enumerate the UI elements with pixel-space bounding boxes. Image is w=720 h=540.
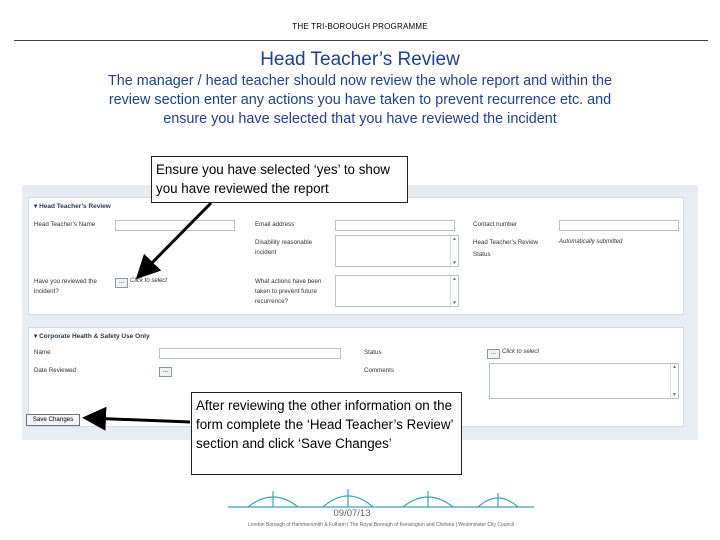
status-select-text[interactable]: Click to select (502, 349, 540, 355)
reviewed-select-text[interactable]: Click to select (130, 278, 168, 284)
head-teacher-name-label: Head Teacher’s Name (34, 221, 96, 228)
name-label: Name (34, 349, 51, 356)
disability-textarea[interactable]: ▲ ▼ (335, 235, 459, 267)
section-header[interactable]: ▾ Head Teacher’s Review (34, 203, 111, 210)
status-picker-button[interactable]: ... (487, 349, 500, 359)
arrow-to-save-button (88, 418, 190, 422)
reviewed-picker-button[interactable]: ... (115, 278, 128, 288)
reviewer-label: Head Teacher’s Review (473, 239, 539, 246)
intro-text: The manager / head teacher should now review the whole report and within the review section enter any actions you have taken to prevent recurrence etc. and ensure you have selected that you have reviewed the incident (108, 73, 612, 127)
reviewer-value: Automatically submitted (559, 239, 623, 245)
section-header-2[interactable]: ▾ Corporate Health & Safety Use Only (34, 333, 150, 340)
footer-date: 09/07/13 (333, 508, 371, 519)
reviewed-label: Have you reviewed the incident? (34, 278, 97, 295)
status-2-label: Status (364, 349, 382, 356)
email-label: Email address (255, 221, 295, 228)
disability-label: Disability reasonable incident (255, 239, 313, 256)
save-changes-button[interactable]: Save Changes (26, 414, 80, 426)
actions-textarea[interactable]: ▲ ▼ (335, 275, 459, 307)
arrow-to-reviewed-picker (140, 203, 211, 275)
date-picker-button[interactable]: ... (159, 367, 172, 377)
comments-label: Comments (364, 367, 394, 374)
callout-select-yes: Ensure you have selected ‘yes’ to show you have reviewed the report (151, 156, 408, 203)
footer-boroughs: London Borough of Hammersmith & Fulham | The Royal Borough of Kensington and Chelsea | Westminster City Council (247, 522, 515, 528)
programme-header: THE TRI-BOROUGH PROGRAMME (292, 22, 428, 31)
callout-save-changes: After reviewing the other information on the form complete the ‘Head Teacher’s Review’ section and click ‘Save Changes’ (191, 392, 462, 475)
contact-label: Contact number (473, 221, 518, 228)
date-reviewed-label: Date Reviewed (34, 367, 76, 374)
comments-textarea[interactable]: ▲ ▼ (489, 363, 679, 399)
actions-label: What actions have been taken to prevent future recurrence? (255, 278, 322, 305)
bridge-logo (228, 485, 534, 515)
status-label: Status (473, 251, 491, 258)
slide-title: Head Teacher’s Review (260, 49, 460, 70)
